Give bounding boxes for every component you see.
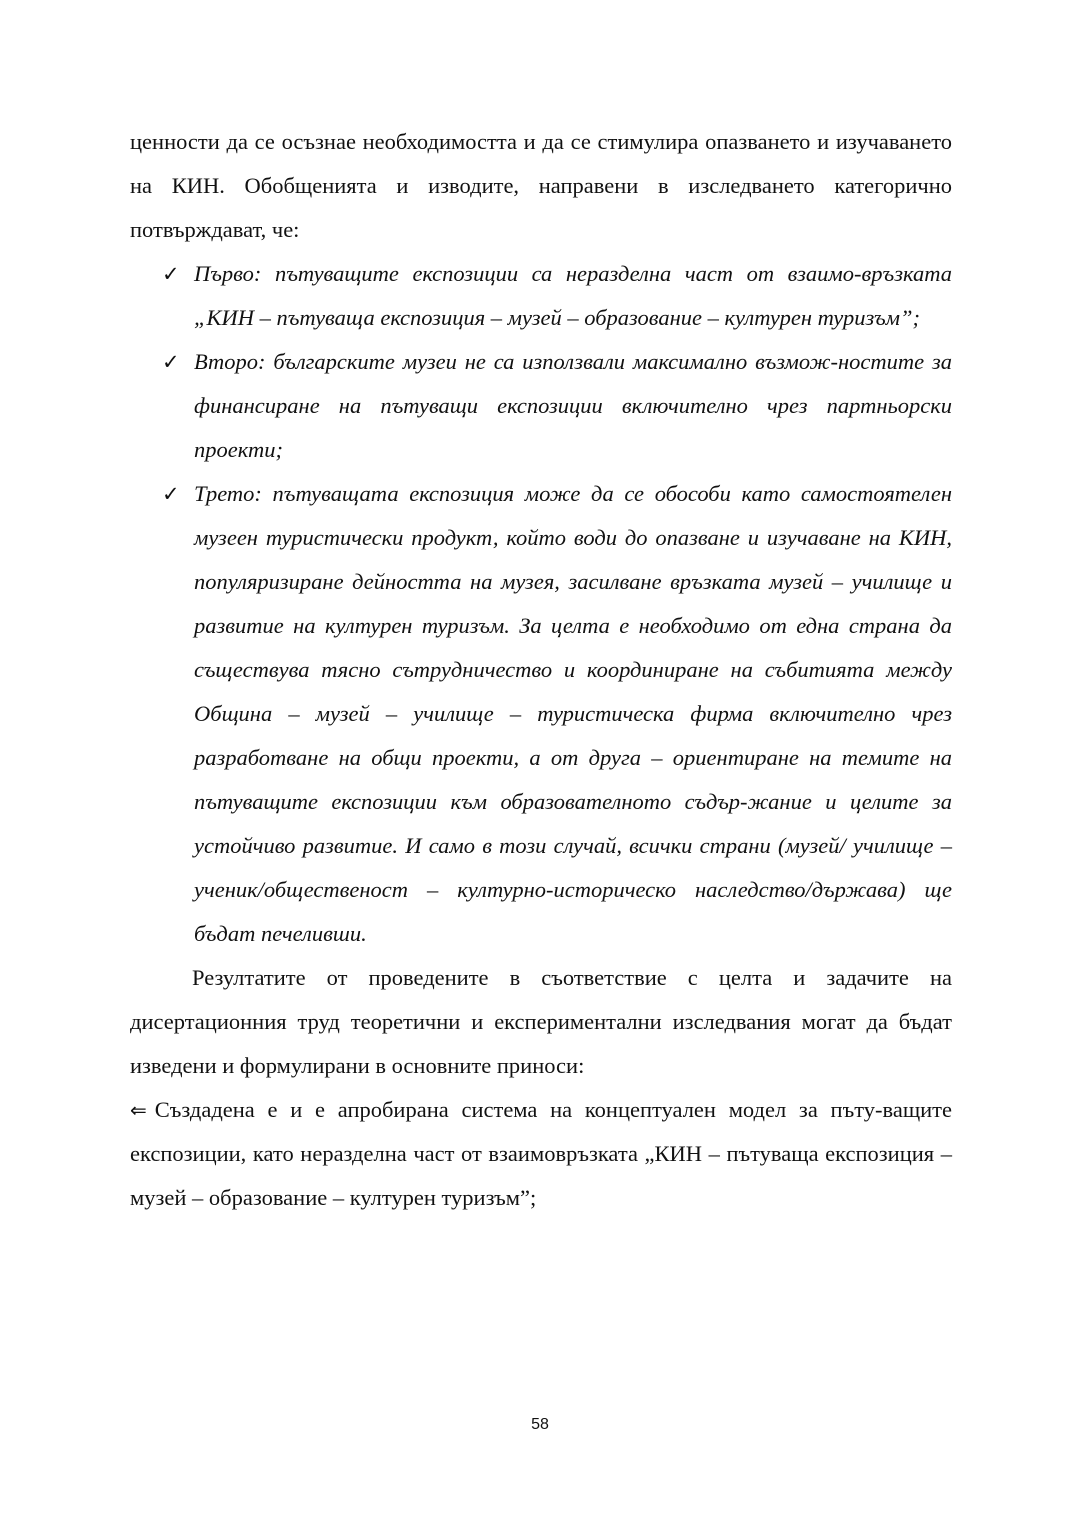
intro-paragraph: ценности да се осъзнае необходимостта и да се стимулира опазването и изучаването на КИН. Обобщенията и изводите, направени в изследването категорично потвърждават, че: — [130, 129, 952, 242]
contribution-paragraph — [130, 1088, 952, 1220]
page-number: 58 — [531, 1416, 549, 1433]
conclusions-list — [130, 252, 952, 956]
left-double-arrow-icon: ⇐ — [130, 1098, 147, 1122]
conclusion-item-first — [130, 252, 952, 340]
conclusion-item-second — [130, 340, 952, 472]
check-icon: ✓ — [162, 262, 180, 286]
results-paragraph: Резултатите от проведените в съответствие с целта и задачите на дисертационния труд теоретични и експериментални изследвания могат да бъдат изведени и формулирани в основните приноси: — [130, 965, 952, 1078]
check-icon: ✓ — [162, 350, 180, 374]
check-icon: ✓ — [162, 482, 180, 506]
conclusion-text: Първо: пътуващите експозиции са неразделна част от взаимо-връзката „КИН – пътуваща експозиция – музей – образование – културен туризъм”; — [194, 261, 952, 330]
contribution-text: Създадена е и е апробирана система на концептуален модел за пъту-ващите експозиции, като неразделна част от взаимовръзката „КИН – пътуваща експозиция – музей – образование – културен туризъм”; — [130, 1097, 952, 1210]
conclusion-item-third — [130, 472, 952, 956]
page-body — [130, 120, 952, 1220]
conclusion-text: Трето: пътуващата експозиция може да се обособи като самостоятелен музеен туристически продукт, който води до опазване и изучаване на КИН, популяризиране дейността на музея, засилване връзката музей – училище и развитие на културен туризъм. За целта е необходимо от една страна да съществува тясно сътрудничество и координиране на събитията между Община – музей – училище – туристическа фирма включително чрез разработване на общи проекти, а от друга – ориентиране на темите на пътуващите експозиции към образователното съдър-жание и целите за устойчиво развитие. И само в този случай, всички страни (музей/ училище – ученик/общественост – културно-историческо наследство/държава) ще бъдат печеливши. — [194, 481, 952, 946]
conclusion-text: Второ: българските музеи не са използвали максимално възмож-ностите за финансиране на пътуващи експозиции включително чрез партньорски проекти; — [194, 349, 952, 462]
